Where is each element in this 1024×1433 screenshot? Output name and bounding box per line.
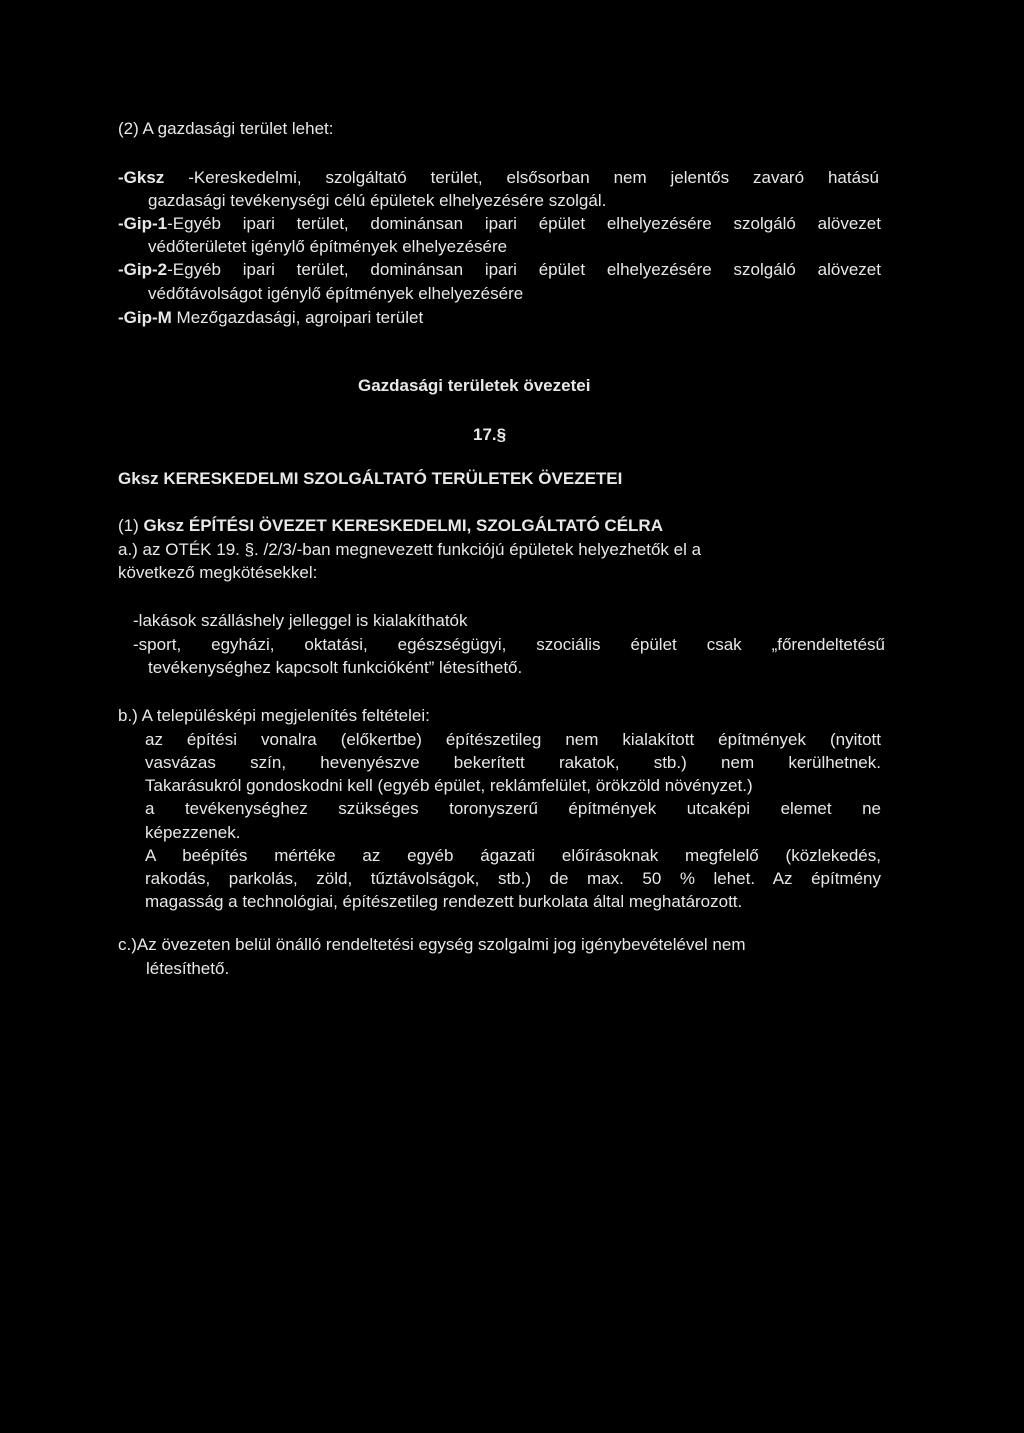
zone-description: -Egyéb ipari terület, dominánsan ipari épület elhelyezésére szolgáló alövezet	[167, 214, 881, 233]
point-b-line: a tevékenységhez szükséges toronyszerű építmények utcaképi elemet ne	[145, 799, 881, 818]
restriction-item-2-line1: -sport, egyházi, oktatási, egészségügyi, szociális épület csak „főrendeltetésű	[133, 635, 885, 654]
point-b-line: az építési vonalra (előkertbe) építészetileg nem kialakított építmények (nyitott	[145, 730, 881, 749]
point-b-line: rakodás, parkolás, zöld, tűztávolságok, stb.) de max. 50 % lehet. Az építmény	[145, 869, 881, 888]
chapter-title: Gksz KERESKEDELMI SZOLGÁLTATÓ TERÜLETEK ÖVEZETEI	[118, 469, 623, 488]
point-b-heading: b.) A településképi megjelenítés feltételei:	[118, 706, 430, 725]
point-b-line: Takarásukról gondoskodni kell (egyéb épület, reklámfelület, örökzöld növényzet.)	[145, 776, 753, 795]
zone-code: -Gksz	[118, 168, 165, 187]
zone-gip2-line2: védőtávolságot igénylő építmények elhelyezésére	[148, 284, 524, 303]
intro-text: (2) A gazdasági terület lehet:	[118, 119, 334, 138]
point-c-line1: c.)Az övezeten belül önálló rendeltetési egység szolgalmi jog igénybevételével nem	[118, 935, 746, 954]
zone-code: -Gip-M	[118, 308, 172, 327]
subsection-heading	[118, 515, 663, 537]
point-b-line: magasság a technológiai, építészetileg rendezett burkolata által meghatározott.	[145, 892, 743, 911]
zone-gip1-line2: védőterületet igénylő építmények elhelyezésére	[148, 237, 508, 256]
zone-gipm-line1	[118, 307, 423, 329]
point-c-line2: létesíthető.	[146, 959, 230, 978]
zone-gip2-line1	[118, 259, 881, 281]
point-b-line: vasvázas szín, hevenyészve bekerített rakatok, stb.) nem kerülhetnek.	[145, 753, 881, 772]
paragraph-number: 17.§	[473, 425, 507, 444]
zone-description: -Egyéb ipari terület, dominánsan ipari épület elhelyezésére szolgáló alövezet	[167, 260, 881, 279]
zone-description: Mezőgazdasági, agroipari terület	[171, 308, 424, 327]
restriction-item-2-line2: tevékenységhez kapcsolt funkcióként” létesíthető.	[148, 658, 523, 677]
zone-description: -Kereskedelmi, szolgáltató terület, elsősorban nem jelentős zavaró hatású	[164, 168, 879, 187]
restriction-item-1: -lakások szálláshely jelleggel is kialakíthatók	[133, 611, 468, 630]
zone-gksz-line1	[118, 167, 879, 189]
point-b-line: A beépítés mértéke az egyéb ágazati előírásoknak megfelelő (közlekedés,	[145, 846, 881, 865]
section-title: Gazdasági területek övezetei	[358, 376, 591, 395]
point-b-line: képezzenek.	[145, 823, 241, 842]
point-a-line2: következő megkötésekkel:	[118, 563, 318, 582]
zone-gksz-line2: gazdasági tevékenységi célú épületek elhelyezésére szolgál.	[148, 191, 607, 210]
zone-code: -Gip-1	[118, 214, 168, 233]
subsection-title: Gksz ÉPÍTÉSI ÖVEZET KERESKEDELMI, SZOLGÁLTATÓ CÉLRA	[143, 516, 663, 535]
zone-code: -Gip-2	[118, 260, 168, 279]
subsection-number: (1)	[118, 516, 144, 535]
point-a-line1: a.) az OTÉK 19. §. /2/3/-ban megnevezett funkciójú épületek helyezhetők el a	[118, 540, 702, 559]
zone-gip1-line1	[118, 213, 881, 235]
